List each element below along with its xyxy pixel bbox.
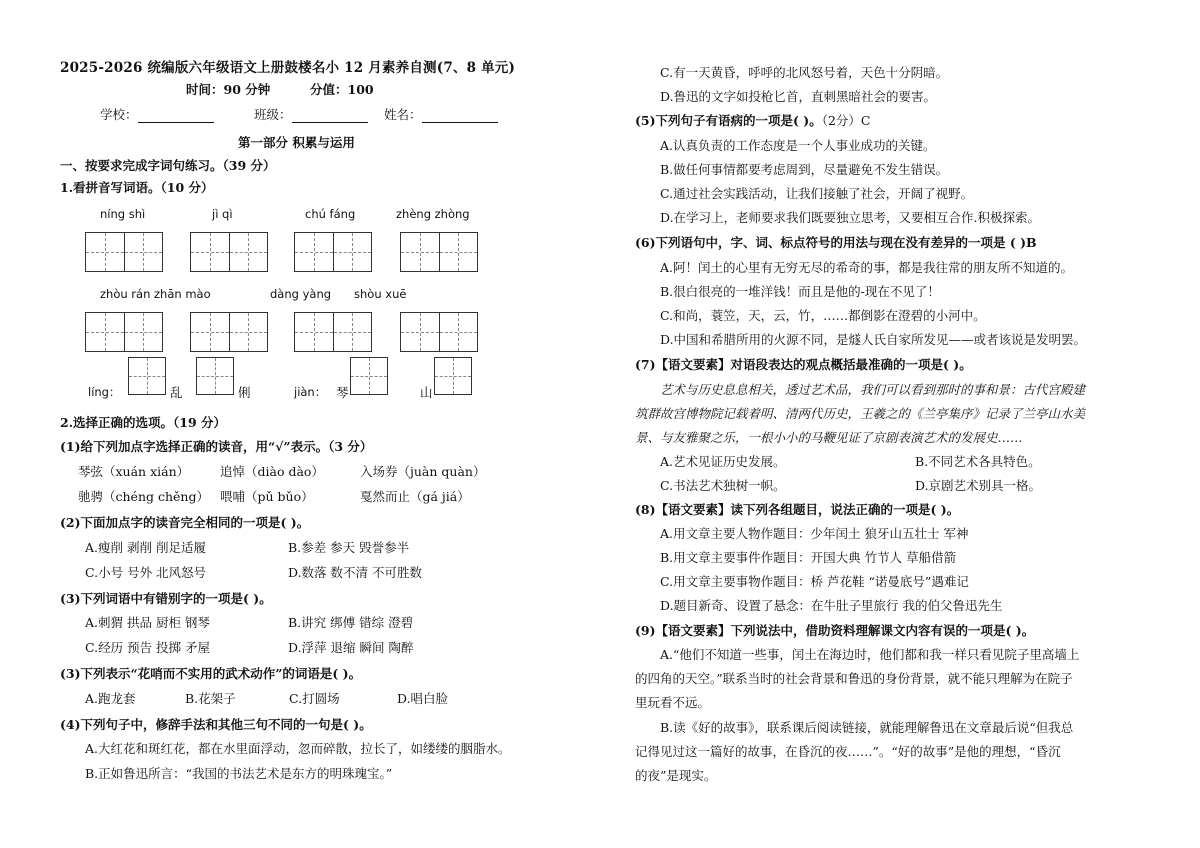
option-a[interactable]: A.大红花和斑红花，都在水里面浮动，忽而碎散，拉长了，如缕缕的胭脂水。 <box>85 741 511 756</box>
option-d[interactable]: D.浮萍 退缩 瞬间 陶醉 <box>288 640 414 655</box>
q2-2-title: (2)下面加点字的读音完全相同的一项是( )。 <box>60 515 310 530</box>
q2-4-title: (4)下列句子中，修辞手法和其他三句不同的一句是( )。 <box>60 717 372 732</box>
pinyin-3: chú fáng <box>305 207 356 221</box>
pron-item: 琴弦（xuán xián） <box>78 464 190 479</box>
jian-box-1[interactable] <box>350 357 388 395</box>
ling-word-1: 乱 <box>170 385 183 400</box>
option-a[interactable]: A.认真负责的工作态度是一个人事业成功的关键。 <box>660 138 936 153</box>
pron-item: 入场券（juàn quàn） <box>360 464 486 479</box>
option-c[interactable]: C.和尚，蓑笠，天，云，竹，……都倒影在澄碧的小河中。 <box>660 308 986 323</box>
ling-word-2: 俐 <box>238 385 251 400</box>
pron-item: 喂哺（pǔ bǔo） <box>220 489 314 504</box>
option-b-line[interactable]: B.读《好的故事》，联系课后阅读链接，就能理解鲁迅在文章最后说“但我总 <box>660 720 1074 735</box>
option-c[interactable]: C.用文章主要事物作题目：桥 芦花鞋 “诺曼底号”遇难记 <box>660 574 969 589</box>
name-field[interactable] <box>384 106 498 123</box>
option-b[interactable]: B.不同艺术各具特色。 <box>915 454 1041 469</box>
q2-5-title <box>635 112 871 129</box>
name-label: 姓名： <box>384 107 422 122</box>
option-a[interactable]: A.刺猬 拱品 厨柜 钢琴 <box>85 615 210 630</box>
option-b[interactable]: B.花架子 <box>185 691 236 706</box>
option-b[interactable]: B.讲究 绑傅 错综 澄碧 <box>288 615 414 630</box>
passage-line: 筑群故宫博物院记载着明、清两代历史，王羲之的《兰亭集序》记录了兰亭山水美 <box>635 406 1086 421</box>
option-a[interactable]: A.跑龙套 <box>85 691 136 706</box>
option-d[interactable]: D.京剧艺术别具一格。 <box>915 478 1042 493</box>
option-a-line: 的四角的天空。”联系当时的社会背景和鲁迅的身份背景，就不能只理解为在院子 <box>635 671 1073 686</box>
option-a[interactable]: A.用文章主要人物作题目：少年闰土 狼牙山五壮士 军神 <box>660 526 969 541</box>
name-blank[interactable] <box>422 108 498 123</box>
option-b[interactable]: B.用文章主要事件作题目：开国大典 竹节人 草船借箭 <box>660 550 957 565</box>
ling-label: líng： <box>88 385 121 399</box>
pinyin-4: zhèng zhòng <box>396 207 470 221</box>
option-d[interactable]: D.在学习上，老师要求我们既要独立思考，又要相互合作.积极探索。 <box>660 210 1041 225</box>
option-a-line: 里玩看不远。 <box>635 695 711 710</box>
exam-title: 2025-2026 统编版六年级语文上册鼓楼名小 12 月素养自测(7、8 单元) <box>60 60 516 76</box>
option-a[interactable]: A.艺术见证历史发展。 <box>660 454 786 469</box>
writing-grid-3[interactable] <box>294 232 372 272</box>
q2-3b-title: (3)下列表示“花哨而不实用的武术动作”的词语是( )。 <box>60 666 362 681</box>
ling-box-2[interactable] <box>196 357 234 395</box>
q2-6-title: (6)下列语句中，字、词、标点符号的用法与现在没有差异的一项是 ( )B <box>635 235 1037 250</box>
option-b[interactable]: B.做任何事情都要考虑周到，尽量避免不发生错误。 <box>660 162 949 177</box>
jian-box-2[interactable] <box>434 357 472 395</box>
q2-5-note: （2分）C <box>821 113 871 128</box>
jian-word-1: 琴 <box>336 385 349 400</box>
option-c[interactable]: C.经历 预告 投掷 矛屋 <box>85 640 211 655</box>
option-d[interactable]: D.唱白脸 <box>397 691 449 706</box>
option-c[interactable]: C.打圆场 <box>289 691 340 706</box>
q2-7-title: (7)【语文要素】对语段表达的观点概括最准确的一项是( )。 <box>635 357 972 372</box>
option-c[interactable]: C.有一天黄昏，呼呼的北风怒号着，天色十分阴暗。 <box>660 65 949 80</box>
pron-item: 追悼（diào dào） <box>220 464 324 479</box>
q2-3-title: (3)下列词语中有错别字的一项是( )。 <box>60 591 272 606</box>
pron-item: 驰骋（chéng chěng） <box>78 489 209 504</box>
option-b[interactable]: B.很白很亮的一堆洋钱！而且是他的-现在不见了！ <box>660 284 940 299</box>
q2-8-title: (8)【语文要素】读下列各组题目，说法正确的一项是( )。 <box>635 502 960 517</box>
class-field[interactable] <box>254 106 368 123</box>
jian-label: jiàn： <box>294 385 327 399</box>
option-c[interactable]: C.通过社会实践活动，让我们接触了社会，开阔了视野。 <box>660 186 974 201</box>
section1-title: 一、按要求完成字词句练习。（39 分） <box>60 158 276 173</box>
q2-5-title-text: (5)下列句子有语病的一项是( )。 <box>635 113 822 128</box>
option-b-line: 记得见过这一篇好的故事，在昏沉的夜……”。“好的故事”是他的理想，“昏沉 <box>635 744 1061 759</box>
q2-1-title: (1)给下列加点字选择正确的读音，用“√”表示。（3 分） <box>60 439 373 454</box>
passage-line: 景、与友雅聚之乐，一根小小的马鞭见证了京剧表演艺术的发展史…… <box>635 430 1023 445</box>
pinyin-7: shòu xuē <box>354 287 407 301</box>
writing-grid-8[interactable] <box>400 312 478 352</box>
option-a[interactable]: A.瘦削 剥削 削足适履 <box>85 540 206 555</box>
option-b[interactable]: B.参差 参天 毁誉参半 <box>288 540 410 555</box>
option-b-line: 的夜”是现实。 <box>635 768 717 783</box>
class-blank[interactable] <box>292 108 368 123</box>
writing-grid-2[interactable] <box>190 232 268 272</box>
option-c[interactable]: C.小号 号外 北风怒号 <box>85 565 207 580</box>
option-a-line[interactable]: A.“他们不知道一些事，闰土在海边时，他们都和我一样只看见院子里高墙上 <box>660 647 1080 662</box>
q2-title: 2.选择正确的选项。（19 分） <box>60 415 227 430</box>
writing-grid-5[interactable] <box>85 312 163 352</box>
jian-word-2: 山 <box>420 385 433 400</box>
option-d[interactable]: D.数落 数不清 不可胜数 <box>288 565 422 580</box>
school-field[interactable] <box>100 106 214 123</box>
pron-item: 戛然而止（gá jiá） <box>360 489 470 504</box>
option-b[interactable]: B.正如鲁迅所言：“我国的书法艺术是东方的明珠瑰宝。” <box>85 766 393 781</box>
option-c[interactable]: C.书法艺术独树一帜。 <box>660 478 786 493</box>
option-d[interactable]: D.题目新奇、设置了悬念：在牛肚子里旅行 我的伯父鲁迅先生 <box>660 598 1003 613</box>
class-label: 班级： <box>254 107 292 122</box>
q2-9-title: (9)【语文要素】下列说法中，借助资料理解课文内容有误的一项是( )。 <box>635 623 1035 638</box>
school-blank[interactable] <box>138 108 214 123</box>
writing-grid-6[interactable] <box>190 312 268 352</box>
passage-line: 艺术与历史息息相关，透过艺术品，我们可以看到那时的事和景：古代宫殿建 <box>660 382 1086 397</box>
part1-title: 第一部分 积累与运用 <box>238 135 355 150</box>
ling-box-1[interactable] <box>128 357 166 395</box>
option-d[interactable]: D.鲁迅的文字如投枪匕首，直刺黑暗社会的要害。 <box>660 89 937 104</box>
school-label: 学校： <box>100 107 138 122</box>
option-a[interactable]: A.阿！闰土的心里有无穷无尽的希奇的事，都是我往常的朋友所不知道的。 <box>660 260 1074 275</box>
option-d[interactable]: D.中国和希腊所用的火源不同，是燧人氏自家所发见——或者该说是发明罢。 <box>660 332 1087 347</box>
pinyin-5: zhòu rán zhān mào <box>100 287 211 301</box>
writing-grid-4[interactable] <box>400 232 478 272</box>
pinyin-6: dàng yàng <box>270 287 332 301</box>
pinyin-1: níng shì <box>100 207 146 221</box>
pinyin-2: jì qì <box>212 207 233 221</box>
exam-time: 时间：90 分钟 <box>186 82 271 97</box>
exam-score: 分值：100 <box>310 82 374 97</box>
writing-grid-7[interactable] <box>294 312 372 352</box>
writing-grid-1[interactable] <box>85 232 163 272</box>
q1-title: 1.看拼音写词语。（10 分） <box>60 180 214 195</box>
